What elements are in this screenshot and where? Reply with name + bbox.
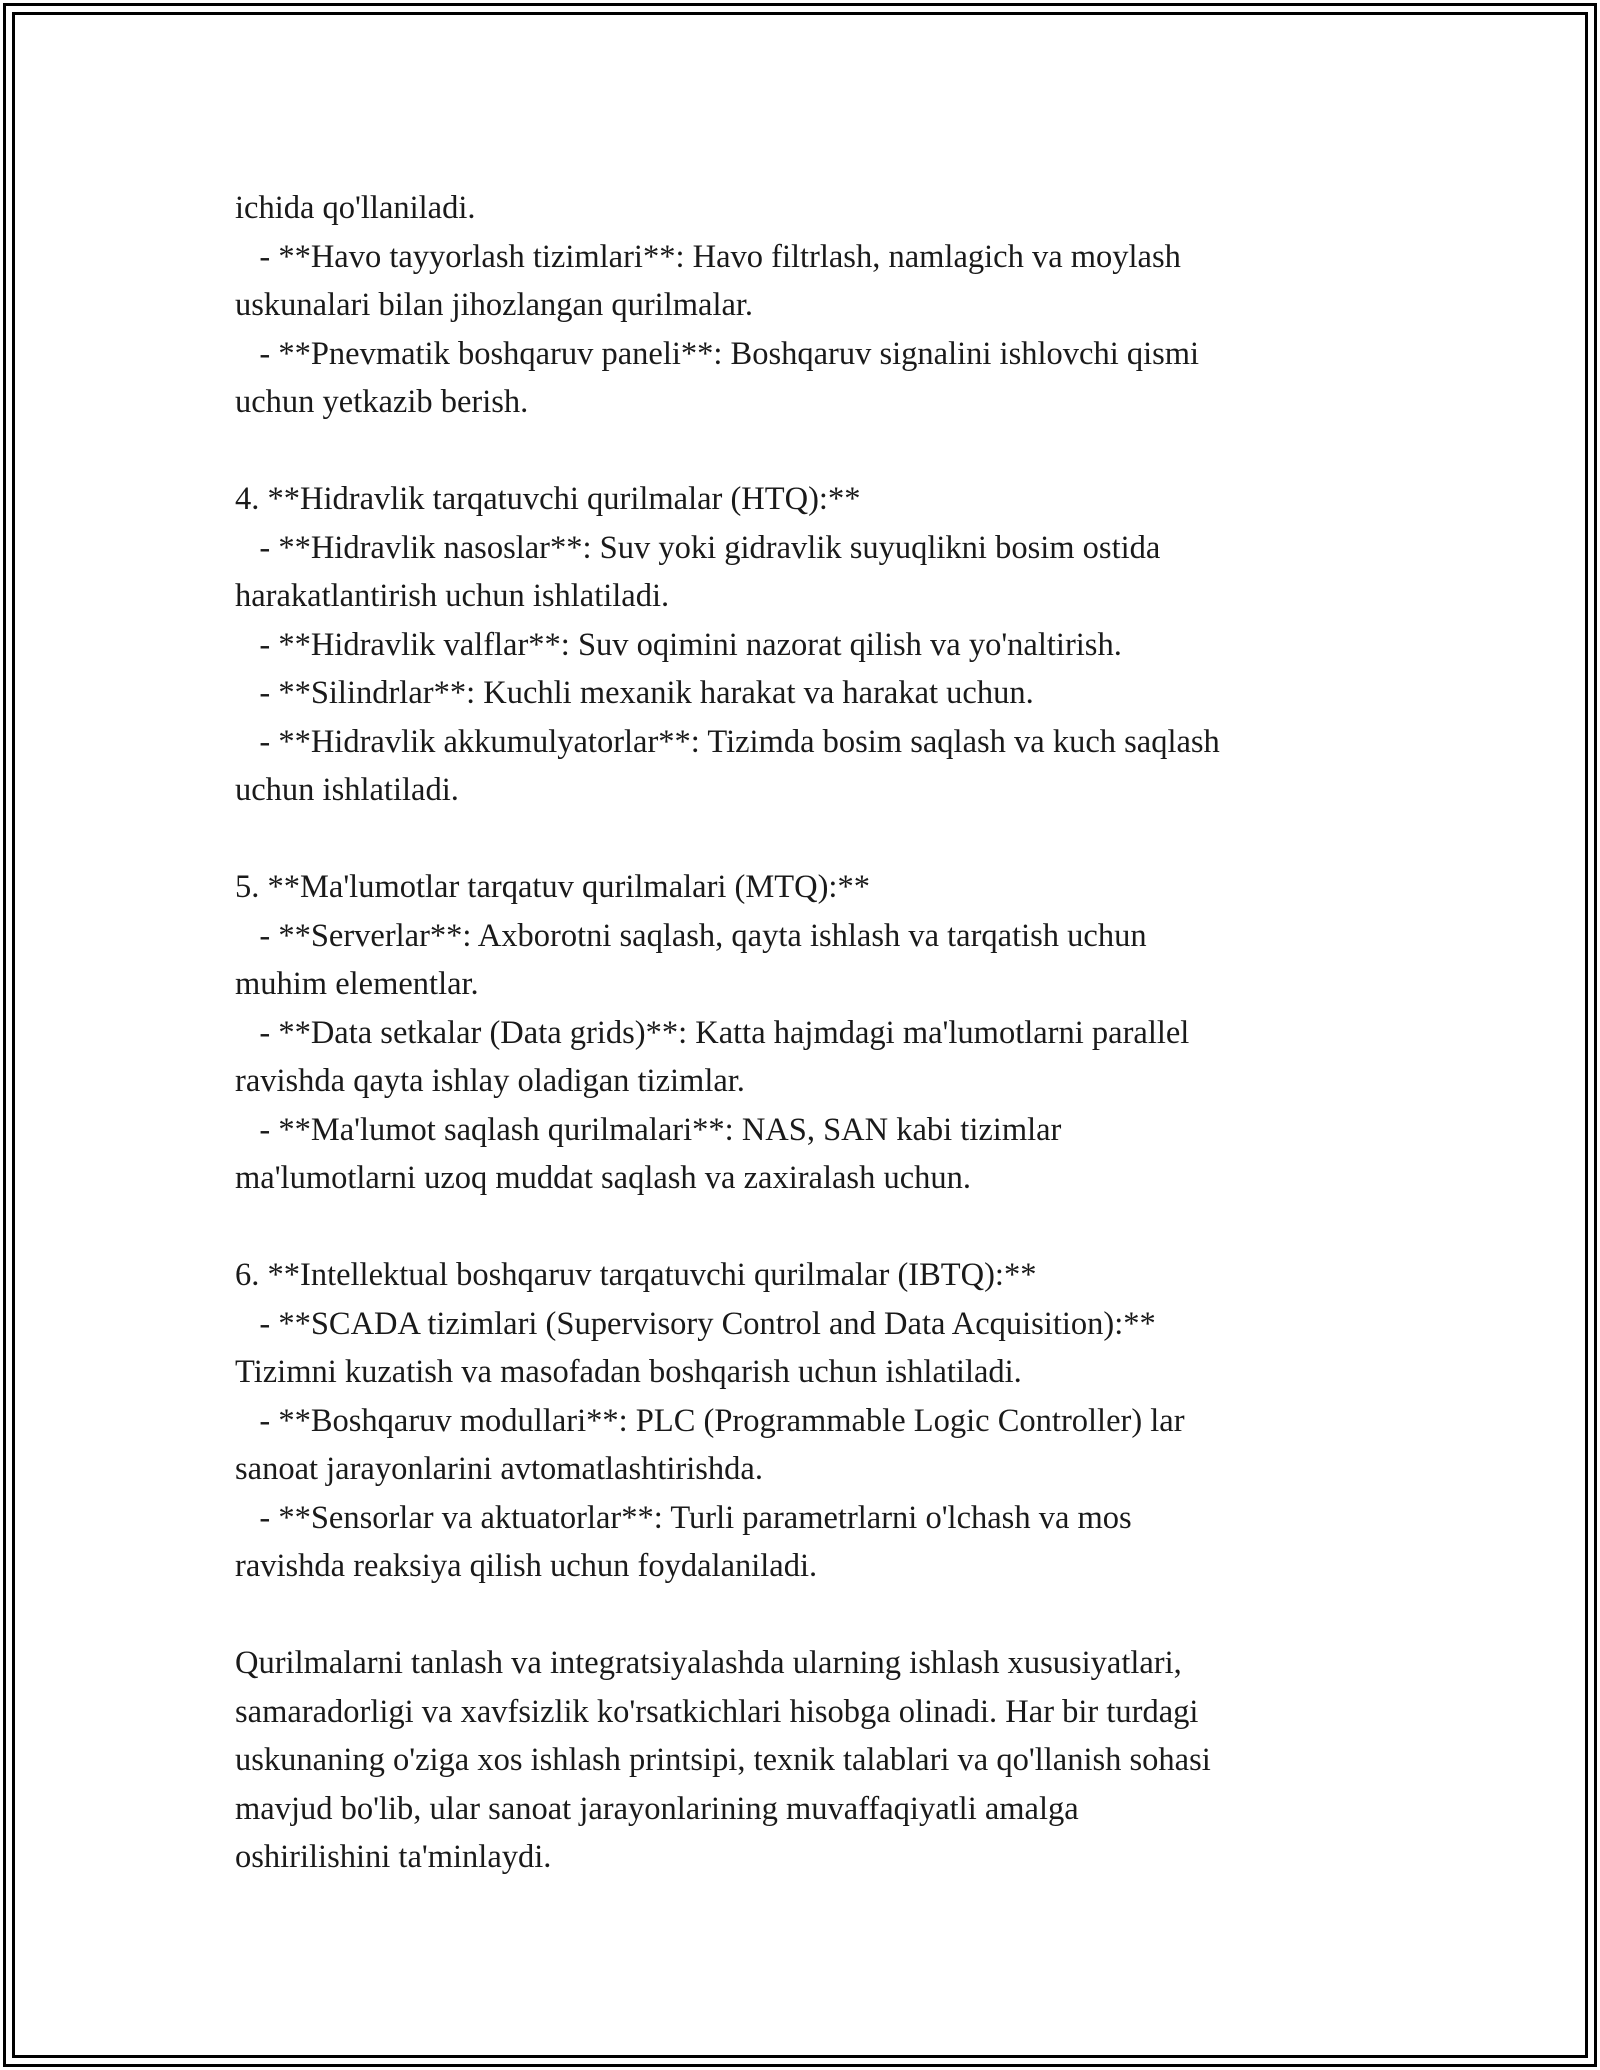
text-line: muhim elementlar. — [235, 966, 479, 1002]
text-line: harakatlantirish uchun ishlatiladi. — [235, 578, 670, 614]
text-line: - **SCADA tizimlari (Supervisory Control and Data Acquisition):** — [235, 1305, 1156, 1342]
text-line: - **Pnevmatik boshqaruv paneli**: Boshqaruv signalini ishlovchi qismi — [235, 335, 1200, 372]
text-line: uchun ishlatiladi. — [235, 772, 459, 808]
text-line: uchun yetkazib berish. — [235, 384, 529, 420]
text-line: - **Serverlar**: Axborotni saqlash, qayta ishlash va tarqatish uchun — [235, 917, 1147, 954]
paragraph-line: samaradorligi va xavfsizlik ko'rsatkichlari hisobga olinadi. Har bir turdagi — [235, 1693, 1199, 1730]
text-line: sanoat jarayonlarini avtomatlashtirishda. — [235, 1451, 763, 1487]
text-line: - **Hidravlik valflar**: Suv oqimini nazorat qilish va yo'naltirish. — [235, 626, 1122, 663]
text-line: uskunalari bilan jihozlangan qurilmalar. — [235, 287, 754, 323]
text-line: - **Boshqaruv modullari**: PLC (Programmable Logic Controller) lar — [235, 1402, 1185, 1439]
text-line: Tizimni kuzatish va masofadan boshqarish uchun ishlatiladi. — [235, 1354, 1022, 1390]
text-line: - **Silindrlar**: Kuchli mexanik harakat va harakat uchun. — [235, 675, 1034, 711]
text-line: ichida qo'llaniladi. — [235, 190, 476, 226]
text-line: - **Hidravlik nasoslar**: Suv yoki gidravlik suyuqlikni bosim ostida — [235, 529, 1161, 566]
blank-line — [235, 815, 1395, 864]
text-line: ravishda qayta ishlay oladigan tizimlar. — [235, 1063, 745, 1099]
text-line: ravishda reaksiya qilish uchun foydalaniladi. — [235, 1548, 818, 1584]
paragraph-line: oshirilishini ta'minlaydi. — [235, 1839, 552, 1875]
text-line: - **Sensorlar va aktuatorlar**: Turli parametrlarni o'lchash va mos — [235, 1499, 1132, 1536]
blank-line — [235, 1203, 1395, 1252]
blank-line — [235, 1591, 1395, 1640]
text-line: - **Hidravlik akkumulyatorlar**: Tizimda bosim saqlash va kuch saqlash — [235, 723, 1220, 760]
document-body — [235, 184, 1395, 1882]
text-line: ma'lumotlarni uzoq muddat saqlash va zaxiralash uchun. — [235, 1160, 971, 1196]
paragraph-line: mavjud bo'lib, ular sanoat jarayonlarining muvaffaqiyatli amalga — [235, 1790, 1079, 1827]
section-heading: 5. **Ma'lumotlar tarqatuv qurilmalari (MTQ):** — [235, 869, 870, 905]
blank-line — [235, 427, 1395, 476]
section-heading: 6. **Intellektual boshqaruv tarqatuvchi qurilmalar (IBTQ):** — [235, 1257, 1037, 1293]
text-line: - **Data setkalar (Data grids)**: Katta hajmdagi ma'lumotlarni parallel — [235, 1014, 1190, 1051]
paragraph-line: Qurilmalarni tanlash va integratsiyalashda ularning ishlash xususiyatlari, — [235, 1645, 1182, 1681]
text-line: - **Ma'lumot saqlash qurilmalari**: NAS, SAN kabi tizimlar — [235, 1111, 1062, 1148]
text-line: - **Havo tayyorlash tizimlari**: Havo filtrlash, namlagich va moylash — [235, 238, 1181, 275]
paragraph-line: uskunaning o'ziga xos ishlash printsipi, texnik talablari va qo'llanish sohasi — [235, 1742, 1211, 1778]
section-heading: 4. **Hidravlik tarqatuvchi qurilmalar (HTQ):** — [235, 481, 861, 517]
